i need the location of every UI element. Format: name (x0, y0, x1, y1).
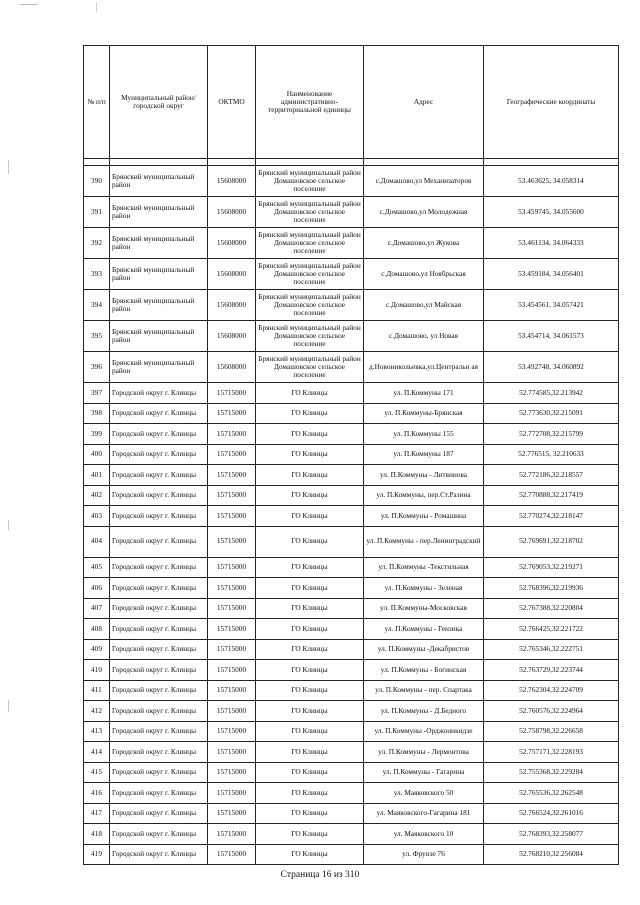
row-oktmo: 15608000 (208, 228, 256, 259)
row-address: ул. П.Коммуны - Лермонтова (364, 742, 484, 763)
header-admin-unit: Наименование административно-территориальной единицы (256, 46, 364, 159)
row-coordinates: 52.769053,32.219271 (484, 557, 619, 578)
scan-artifact-left (8, 700, 9, 712)
scan-artifact-left (8, 160, 9, 174)
row-district: Брянский муниципальный район (110, 228, 208, 259)
row-admin-unit: Брянский муниципальный район Домашовское сельское поселение (256, 290, 364, 321)
row-district: Городской округ г. Клинцы (110, 403, 208, 424)
table-row (84, 403, 619, 424)
row-coordinates: 52.755368,32.229284 (484, 762, 619, 783)
row-number: 404 (84, 526, 110, 557)
header-district: Муниципальный район/городской округ (110, 46, 208, 159)
row-oktmo: 15715000 (208, 824, 256, 845)
row-number: 400 (84, 444, 110, 465)
table-row (84, 701, 619, 722)
row-address: ул. П.Коммуны - Гагарина (364, 762, 484, 783)
row-district: Городской округ г. Клинцы (110, 578, 208, 599)
table-body (84, 166, 619, 865)
row-district: Брянский муниципальный район (110, 197, 208, 228)
row-admin-unit: ГО Клинцы (256, 660, 364, 681)
row-address: с.Домашово,ул Механизаторов (364, 166, 484, 197)
row-admin-unit: ГО Клинцы (256, 444, 364, 465)
row-coordinates: 52.766524,32.261016 (484, 803, 619, 824)
row-admin-unit: ГО Клинцы (256, 701, 364, 722)
row-number: 393 (84, 259, 110, 290)
row-address: ул. П.Коммуны - Ромашина (364, 506, 484, 527)
row-oktmo: 15715000 (208, 742, 256, 763)
row-district: Городской округ г. Клинцы (110, 742, 208, 763)
row-coordinates: 52.769691,32.218702 (484, 526, 619, 557)
table-header-row (84, 46, 619, 159)
row-admin-unit: Брянский муниципальный район Домашовское сельское поселение (256, 352, 364, 383)
row-admin-unit: ГО Клинцы (256, 526, 364, 557)
row-oktmo: 15715000 (208, 506, 256, 527)
row-number: 397 (84, 383, 110, 404)
row-number: 418 (84, 824, 110, 845)
row-coordinates: 53.459184, 34.056401 (484, 259, 619, 290)
scan-artifact-left (8, 520, 9, 530)
row-coordinates: 52.765346,32.222751 (484, 639, 619, 660)
row-address: ул. П.Коммуны - пер.Ленинградский (364, 526, 484, 557)
row-admin-unit: ГО Клинцы (256, 506, 364, 527)
row-oktmo: 15715000 (208, 578, 256, 599)
row-coordinates: 52.768396,32.219936 (484, 578, 619, 599)
row-address: ул. П.Коммуны, пер.Ст.Разина (364, 485, 484, 506)
row-address: ул. П.Коммуны - Богинская (364, 660, 484, 681)
row-address: ул. Фрунзе 76 (364, 844, 484, 865)
row-district: Городской округ г. Клинцы (110, 598, 208, 619)
table-row (84, 321, 619, 352)
row-coordinates: 53.454714, 34.061573 (484, 321, 619, 352)
row-coordinates: 52.776515, 32.210633 (484, 444, 619, 465)
row-address: ул. П.Коммуны - Гензика (364, 619, 484, 640)
row-number: 411 (84, 680, 110, 701)
row-number: 394 (84, 290, 110, 321)
table-row (84, 824, 619, 845)
row-address: ул. П.Коммуны - пер. Спартака (364, 680, 484, 701)
row-district: Брянский муниципальный район (110, 166, 208, 197)
row-oktmo: 15608000 (208, 290, 256, 321)
row-admin-unit: ГО Клинцы (256, 783, 364, 804)
row-oktmo: 15715000 (208, 844, 256, 865)
row-address: ул. П.Коммуны -Декабристов (364, 639, 484, 660)
scan-artifact-top (20, 4, 38, 5)
row-address: ул. Маяковского-Гагарина 181 (364, 803, 484, 824)
row-address: ул. П.Коммуны 171 (364, 383, 484, 404)
row-oktmo: 15715000 (208, 598, 256, 619)
row-oktmo: 15715000 (208, 680, 256, 701)
header-oktmo: ОКТМО (208, 46, 256, 159)
row-number: 417 (84, 803, 110, 824)
row-number: 413 (84, 721, 110, 742)
table-row (84, 762, 619, 783)
row-admin-unit: ГО Клинцы (256, 619, 364, 640)
row-admin-unit: ГО Клинцы (256, 403, 364, 424)
page-counter: Страница 16 из 310 (280, 870, 360, 880)
row-coordinates: 52.772186,32.218557 (484, 465, 619, 486)
row-district: Брянский муниципальный район (110, 321, 208, 352)
row-admin-unit: ГО Клинцы (256, 598, 364, 619)
row-number: 391 (84, 197, 110, 228)
header-gap-row (84, 159, 619, 166)
row-oktmo: 15608000 (208, 321, 256, 352)
row-number: 410 (84, 660, 110, 681)
table-row (84, 228, 619, 259)
row-number: 407 (84, 598, 110, 619)
row-coordinates: 53.461134, 34.064333 (484, 228, 619, 259)
row-district: Городской округ г. Клинцы (110, 680, 208, 701)
row-admin-unit: ГО Клинцы (256, 578, 364, 599)
row-district: Брянский муниципальный район (110, 259, 208, 290)
row-oktmo: 15715000 (208, 557, 256, 578)
row-admin-unit: ГО Клинцы (256, 485, 364, 506)
row-admin-unit: ГО Клинцы (256, 639, 364, 660)
row-oktmo: 15715000 (208, 660, 256, 681)
row-oktmo: 15715000 (208, 383, 256, 404)
row-number: 408 (84, 619, 110, 640)
table-row (84, 424, 619, 445)
row-admin-unit: ГО Клинцы (256, 721, 364, 742)
row-coordinates: 52.768210,32.256084 (484, 844, 619, 865)
table-row (84, 290, 619, 321)
row-coordinates: 52.770888,32.217419 (484, 485, 619, 506)
row-coordinates: 52.758798,32.226658 (484, 721, 619, 742)
row-coordinates: 53.463625, 34.058314 (484, 166, 619, 197)
row-oktmo: 15715000 (208, 701, 256, 722)
row-address: с.Домашово,ул Майская (364, 290, 484, 321)
row-admin-unit: ГО Клинцы (256, 803, 364, 824)
row-coordinates: 53.492748, 34.060892 (484, 352, 619, 383)
row-address: ул. П.Коммуны-Брянская (364, 403, 484, 424)
table-row (84, 557, 619, 578)
row-number: 412 (84, 701, 110, 722)
row-number: 396 (84, 352, 110, 383)
row-district: Городской округ г. Клинцы (110, 619, 208, 640)
row-number: 390 (84, 166, 110, 197)
row-oktmo: 15715000 (208, 485, 256, 506)
row-district: Городской округ г. Клинцы (110, 660, 208, 681)
row-oktmo: 15608000 (208, 166, 256, 197)
row-coordinates: 52.765536,32.262548 (484, 783, 619, 804)
table-row (84, 352, 619, 383)
row-address: с.Домашово,ул Жукова (364, 228, 484, 259)
row-district: Городской округ г. Клинцы (110, 444, 208, 465)
row-coordinates: 52.773630,32.215091 (484, 403, 619, 424)
table-row (84, 803, 619, 824)
row-number: 401 (84, 465, 110, 486)
row-district: Брянский муниципальный район (110, 352, 208, 383)
table-row (84, 166, 619, 197)
table-row (84, 578, 619, 599)
row-address: ул. П.Коммуны - Д.Бедного (364, 701, 484, 722)
row-coordinates: 52.762304,32.224709 (484, 680, 619, 701)
row-oktmo: 15715000 (208, 803, 256, 824)
table-row (84, 660, 619, 681)
row-coordinates: 53.454561, 34.057421 (484, 290, 619, 321)
row-number: 416 (84, 783, 110, 804)
row-address: ул. П.Коммуны -Текстильная (364, 557, 484, 578)
row-oktmo: 15608000 (208, 197, 256, 228)
table-row (84, 721, 619, 742)
row-address: ул. П.Коммуны 155 (364, 424, 484, 445)
row-district: Городской округ г. Клинцы (110, 465, 208, 486)
header-num: № п/п (84, 46, 110, 159)
row-admin-unit: Брянский муниципальный район Домашовское сельское поселение (256, 228, 364, 259)
row-district: Городской округ г. Клинцы (110, 424, 208, 445)
row-address: с.Домашово,ул Ноябрьская (364, 259, 484, 290)
table-row (84, 465, 619, 486)
row-number: 392 (84, 228, 110, 259)
row-number: 398 (84, 403, 110, 424)
row-number: 395 (84, 321, 110, 352)
row-oktmo: 15608000 (208, 352, 256, 383)
table-row (84, 259, 619, 290)
row-admin-unit: Брянский муниципальный район Домашовское сельское поселение (256, 197, 364, 228)
row-address: ул. Маяковского 50 (364, 783, 484, 804)
row-oktmo: 15715000 (208, 762, 256, 783)
table-row (84, 680, 619, 701)
row-admin-unit: ГО Клинцы (256, 680, 364, 701)
row-coordinates: 53.459745, 34.055600 (484, 197, 619, 228)
row-address: с.Домашово, ул Новая (364, 321, 484, 352)
row-district: Городской округ г. Клинцы (110, 526, 208, 557)
table-row (84, 598, 619, 619)
row-number: 399 (84, 424, 110, 445)
row-oktmo: 15715000 (208, 619, 256, 640)
row-admin-unit: Брянский муниципальный район Домашовское сельское поселение (256, 166, 364, 197)
row-address: ул. П.Коммуны - Зеленая (364, 578, 484, 599)
table-row (84, 844, 619, 865)
row-admin-unit: ГО Клинцы (256, 465, 364, 486)
row-address: ул. П.Коммуны-Московская (364, 598, 484, 619)
row-district: Городской округ г. Клинцы (110, 803, 208, 824)
row-admin-unit: ГО Клинцы (256, 424, 364, 445)
row-coordinates: 52.772708,32.215799 (484, 424, 619, 445)
table-row (84, 619, 619, 640)
table-row (84, 742, 619, 763)
row-district: Городской округ г. Клинцы (110, 701, 208, 722)
row-address: ул. П.Коммуны - Литвинова (364, 465, 484, 486)
row-admin-unit: ГО Клинцы (256, 844, 364, 865)
row-district: Городской округ г. Клинцы (110, 844, 208, 865)
row-number: 405 (84, 557, 110, 578)
row-oktmo: 15715000 (208, 783, 256, 804)
row-address: ул. П.Коммуны -Орджоникидзе (364, 721, 484, 742)
row-district: Брянский муниципальный район (110, 290, 208, 321)
row-district: Городской округ г. Клинцы (110, 721, 208, 742)
row-admin-unit: Брянский муниципальный район Домашовское сельское поселение (256, 321, 364, 352)
table-row (84, 197, 619, 228)
header-coords: Географические координаты (484, 46, 619, 159)
row-district: Городской округ г. Клинцы (110, 783, 208, 804)
row-oktmo: 15715000 (208, 721, 256, 742)
row-oktmo: 15608000 (208, 259, 256, 290)
row-number: 415 (84, 762, 110, 783)
row-coordinates: 52.768393,32.258077 (484, 824, 619, 845)
row-address: с.Домашово,ул Молодежная (364, 197, 484, 228)
row-admin-unit: ГО Клинцы (256, 383, 364, 404)
table-row (84, 444, 619, 465)
row-oktmo: 15715000 (208, 444, 256, 465)
row-number: 409 (84, 639, 110, 660)
registry-table (83, 45, 619, 865)
row-admin-unit: ГО Клинцы (256, 742, 364, 763)
scan-artifact-top (96, 2, 97, 12)
row-coordinates: 52.763729,32.223744 (484, 660, 619, 681)
row-oktmo: 15715000 (208, 639, 256, 660)
table-row (84, 506, 619, 527)
row-coordinates: 52.767388,32.220804 (484, 598, 619, 619)
row-district: Городской округ г. Клинцы (110, 506, 208, 527)
table-row (84, 485, 619, 506)
row-address: д.Новоникольевка,ул.Центральн ая (364, 352, 484, 383)
table-row (84, 639, 619, 660)
row-number: 406 (84, 578, 110, 599)
table-row (84, 526, 619, 557)
header-address: Адрес (364, 46, 484, 159)
row-admin-unit: ГО Клинцы (256, 762, 364, 783)
row-admin-unit: ГО Клинцы (256, 824, 364, 845)
row-district: Городской округ г. Клинцы (110, 485, 208, 506)
row-number: 402 (84, 485, 110, 506)
row-coordinates: 52.760576,32.224964 (484, 701, 619, 722)
row-address: ул. П.Коммуны 187 (364, 444, 484, 465)
row-number: 403 (84, 506, 110, 527)
table-row (84, 383, 619, 404)
row-district: Городской округ г. Клинцы (110, 639, 208, 660)
row-oktmo: 15715000 (208, 465, 256, 486)
row-district: Городской округ г. Клинцы (110, 824, 208, 845)
row-coordinates: 52.766425,32.221722 (484, 619, 619, 640)
row-coordinates: 52.770274,32.218147 (484, 506, 619, 527)
row-admin-unit: ГО Клинцы (256, 557, 364, 578)
row-coordinates: 52.774585,32.213942 (484, 383, 619, 404)
row-number: 419 (84, 844, 110, 865)
row-oktmo: 15715000 (208, 403, 256, 424)
table-row (84, 783, 619, 804)
row-oktmo: 15715000 (208, 526, 256, 557)
row-district: Городской округ г. Клинцы (110, 762, 208, 783)
row-district: Городской округ г. Клинцы (110, 557, 208, 578)
row-admin-unit: Брянский муниципальный район Домашовское сельское поселение (256, 259, 364, 290)
row-oktmo: 15715000 (208, 424, 256, 445)
row-address: ул. Маяковского 10 (364, 824, 484, 845)
row-district: Городской округ г. Клинцы (110, 383, 208, 404)
row-number: 414 (84, 742, 110, 763)
row-coordinates: 52.757171,32.228193 (484, 742, 619, 763)
